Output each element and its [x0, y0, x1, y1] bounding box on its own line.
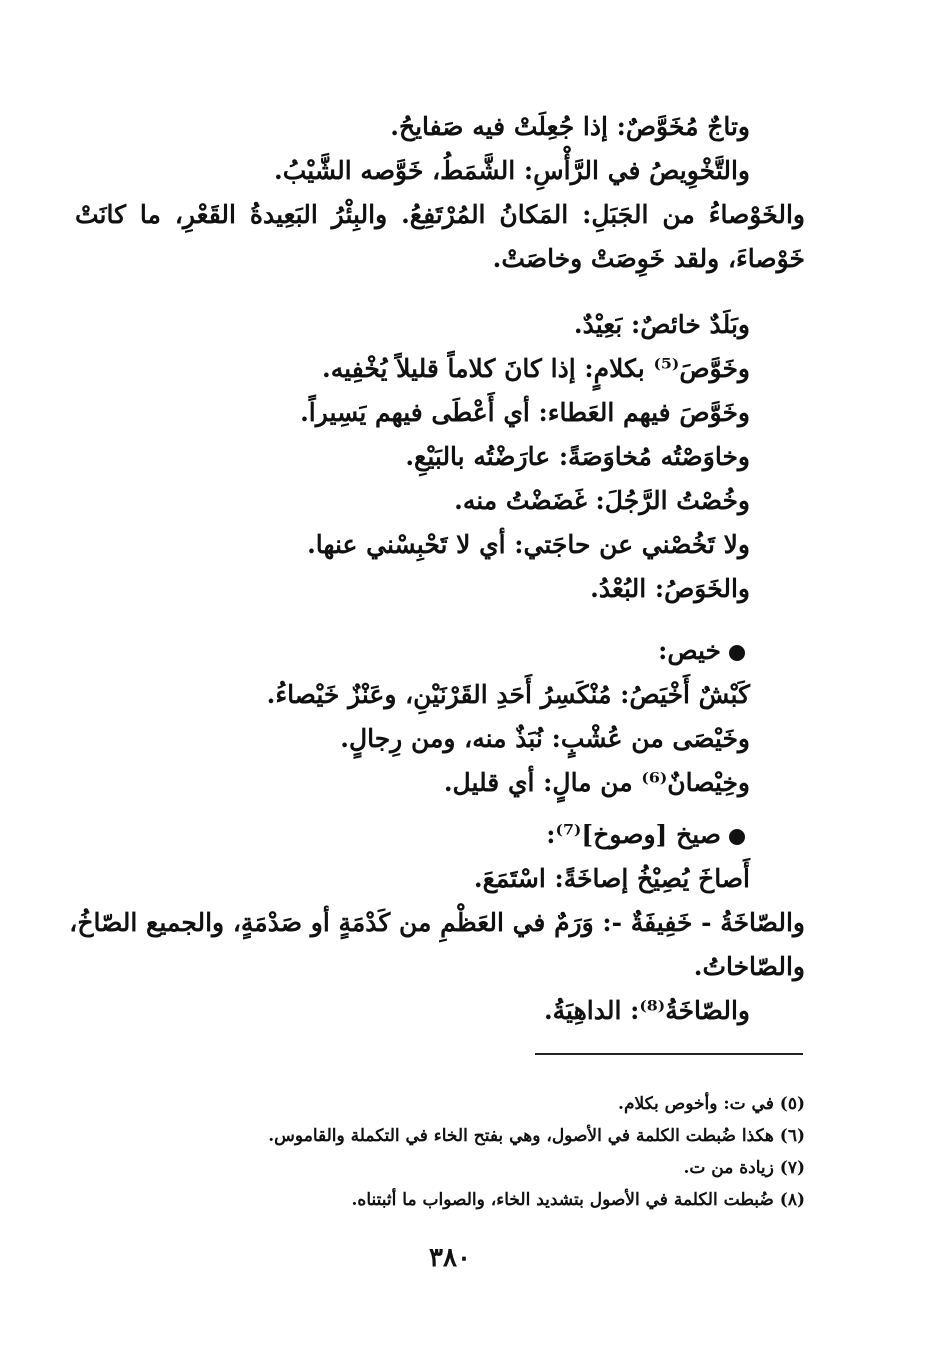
entry-line: والصّاخَةُ⁽⁸⁾: الداهِيَةُ.: [543, 996, 750, 1025]
footnote: (٧) زيادة من ت.: [683, 1158, 805, 1178]
bullet-icon: [729, 829, 745, 845]
entry-line: وخَوَّصَ فيهم العَطاء: أي أَعْطَى فيهم يَسِيراً.: [300, 398, 750, 427]
entry-line: والصّاخاتُ.: [693, 952, 805, 981]
heading-text: خيص:: [658, 636, 721, 665]
entry-line: وخاوَصْتُه مُخاوَصَةً: عارَضْتُه بالبَيْعِ.: [405, 442, 750, 471]
entry-line: والخَوْصاءُ من الجَبَلِ: المَكانُ المُرْتَفِعُ. والبِئْرُ البَعِيدةُ القَعْرِ، ما كانَتْ: [75, 200, 805, 229]
entry-line: وتاجٌ مُخَوَّصٌ: إذا جُعِلَتْ فيه صَفايحُ.: [390, 112, 750, 141]
entry-line: وخَوَّصَ⁽⁵⁾ بكلامٍ: إذا كانَ كلاماً قليلاً يُخْفِيه.: [322, 354, 750, 383]
heading-text: صيخ [وصوخ]⁽⁷⁾:: [546, 820, 721, 849]
root-heading: [546, 818, 745, 852]
entry-line: وخُصْتُ الرَّجُلَ: غَضَضْتُ منه.: [454, 486, 750, 515]
entry-line: أَصاخَ يُصِيْخُ إصاخَةً: اسْتَمَعَ.: [473, 864, 750, 893]
entry-line: وخَيْصَى من عُشْبٍ: نُبَذٌ منه، ومن رِجالٍ.: [340, 724, 750, 753]
entry-line: كَبْشٌ أَخْيَصُ: مُنْكَسِرُ أَحَدِ القَرْنَيْنِ، وعَنْزٌ خَيْصاءُ.: [266, 680, 750, 709]
bullet-icon: [729, 645, 745, 661]
footnote: (٨) ضُبطت الكلمة في الأصول بتشديد الخاء، والصواب ما أثبتناه.: [351, 1190, 805, 1210]
footnote: (٦) هكذا ضُبطت الكلمة في الأصول، وهي بفتح الخاء في التكملة والقاموس.: [268, 1126, 805, 1146]
footnote-divider: [535, 1053, 803, 1055]
entry-line: وبَلَدٌ خائصٌ: بَعِيْدٌ.: [573, 310, 750, 339]
root-heading: [658, 634, 745, 668]
page-number: ٣٨٠: [429, 1243, 471, 1273]
entry-line: والصّاخَةُ - خَفِيفَةٌ -: وَرَمٌ في العَظْمِ من كَدْمَةٍ أو صَدْمَةٍ، والجميع الصّاخُ،: [69, 908, 805, 937]
entry-line: ولا تَخُصْني عن حاجَتي: أي لا تَحْبِسْني عنها.: [307, 530, 750, 559]
footnote: (٥) في ت: وأخوص بكلام.: [618, 1094, 805, 1114]
entry-line: والتَّخْوِيصُ في الرَّأْسِ: الشَّمَطُ، خَوَّصه الشَّيْبُ.: [274, 156, 750, 185]
entry-line: خَوْصاءَ، ولقد خَوِصَتْ وخاصَتْ.: [492, 244, 805, 273]
entry-line: والخَوَصُ: البُعْدُ.: [590, 574, 750, 603]
entry-line: وخِيْصانٌ⁽⁶⁾ من مالٍ: أي قليل.: [443, 768, 750, 797]
